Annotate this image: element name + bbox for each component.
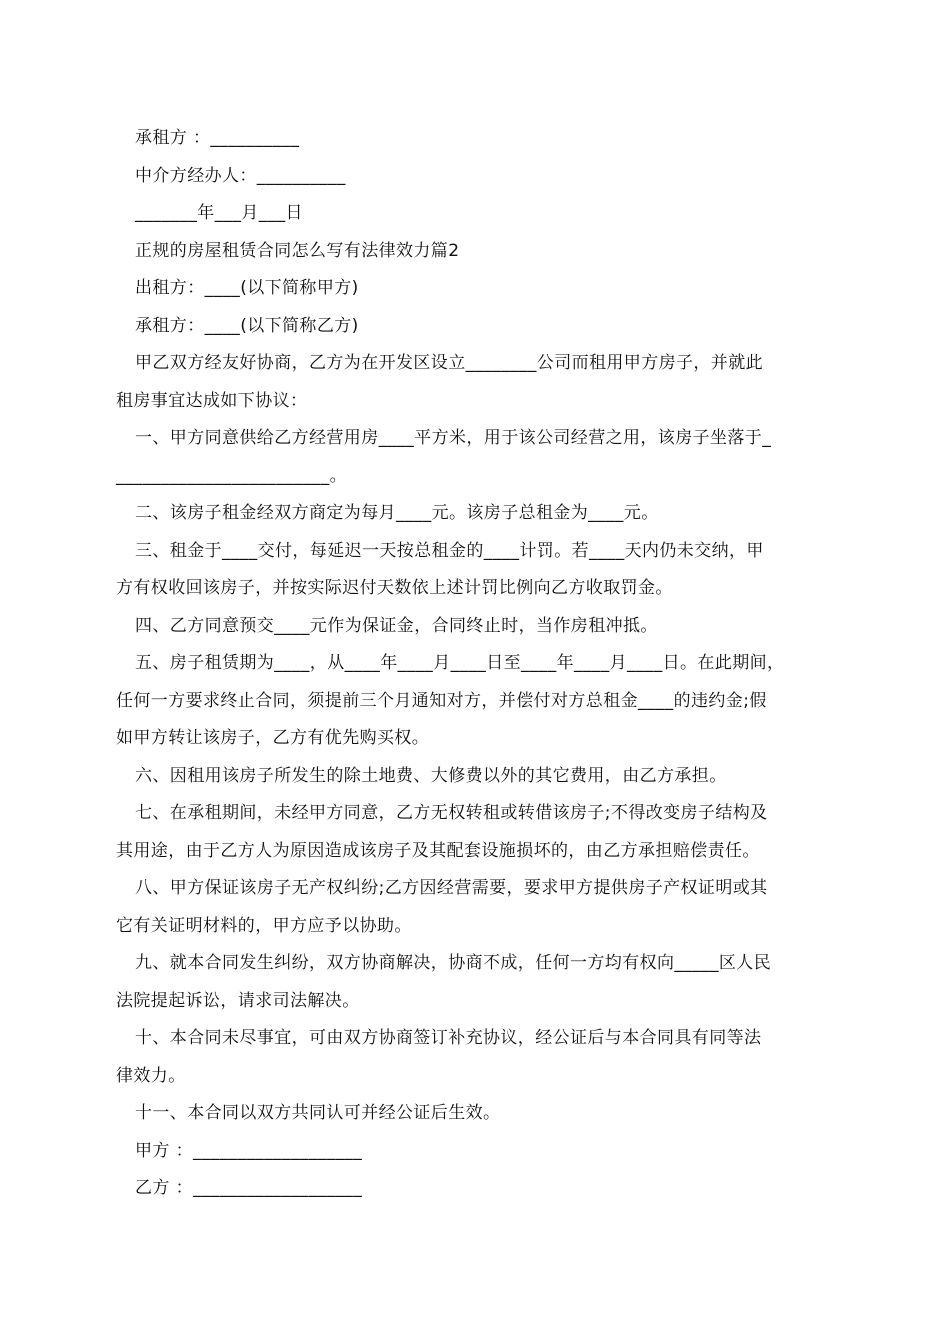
paragraph-line: 一、甲方同意供给乙方经营用房____平方米，用于该公司经营之用，该房子坐落于_ — [135, 428, 772, 448]
paragraph-line: 三、租金于____交付，每延迟一天按总租金的____计罚。若____天内仍未交纳，甲 — [135, 540, 764, 561]
date-line: _______年___月___日 — [135, 203, 303, 223]
paragraph-line: 八、甲方保证该房子无产权纠纷;乙方因经营需要，要求甲方提供房子产权证明或其 — [135, 878, 768, 898]
party-a-signature-line: 甲方 ：___________________ — [135, 1140, 363, 1161]
clause-5 — [116, 645, 836, 758]
paragraph-line: 法院提起诉讼，请求司法解决。 — [116, 990, 360, 1011]
paragraph-line: 如甲方转让该房子，乙方有优先购买权。 — [116, 728, 430, 748]
paragraph-line: 二、该房子租金经双方商定为每月____元。该房子总租金为____元。 — [135, 503, 659, 523]
paragraph-line: 七、在承租期间，未经甲方同意，乙方无权转租或转借该房子;不得改变房子结构及 — [135, 803, 768, 823]
clause-9 — [116, 945, 836, 1020]
clause-2 — [116, 495, 836, 533]
lessee-line: 承租方：____(以下简称乙方) — [135, 315, 359, 336]
clause-1 — [116, 420, 836, 495]
clause-6 — [116, 758, 836, 796]
tenant-signature-line: 承租方 ：__________ — [135, 128, 300, 148]
document-body — [116, 120, 836, 1208]
paragraph-line: 其用途，由于乙方人为原因造成该房子及其配套设施损坏的，由乙方承担赔偿责任。 — [116, 840, 760, 861]
paragraph-line: 五、房子租赁期为____，从____年____月____日至____年____月____日。在此期间， — [135, 653, 785, 673]
section-title: 正规的房屋租赁合同怎么写有法律效力篇2 — [135, 240, 460, 261]
paragraph-line: 四、乙方同意预交____元作为保证金，合同终止时，当作房租冲抵。 — [135, 615, 658, 636]
paragraph-line: 六、因租用该房子所发生的除土地费、大修费以外的其它费用，由乙方承担。 — [135, 765, 727, 786]
paragraph-line: 律效力。 — [116, 1065, 186, 1086]
paragraph-line: 它有关证明材料的，甲方应予以协助。 — [116, 915, 412, 936]
party-b-signature-line: 乙方 ：___________________ — [135, 1178, 363, 1198]
clause-11 — [116, 1095, 836, 1133]
paragraph-line: 甲乙双方经友好协商，乙方为在开发区设立________公司而租用甲方房子，并就此 — [135, 353, 763, 373]
clause-3 — [116, 533, 836, 608]
paragraph-line: 十、本合同未尽事宜，可由双方协商签订补充协议，经公证后与本合同具有同等法 — [135, 1028, 762, 1048]
clause-10 — [116, 1020, 836, 1095]
paragraph-line: 九、就本合同发生纠纷，双方协商解决，协商不成，任何一方均有权向_____区人民 — [135, 953, 772, 973]
paragraph-line: 租房事宜达成如下协议： — [116, 390, 308, 411]
paragraph-intro — [116, 345, 836, 420]
paragraph-line: 方有权收回该房子，并按实际迟付天数依上述计罚比例向乙方收取罚金。 — [116, 578, 673, 598]
agent-signature-line: 中介方经办人：__________ — [135, 165, 346, 186]
paragraph-line: 任何一方要求终止合同，须提前三个月通知对方，并偿付对方总租金____的违约金;假 — [116, 690, 767, 711]
lessor-line: 出租方：____(以下简称甲方) — [135, 278, 359, 298]
clause-7 — [116, 795, 836, 870]
clause-8 — [116, 870, 836, 945]
clause-4 — [116, 608, 836, 646]
paragraph-line: ________________________。 — [116, 465, 347, 486]
paragraph-line: 十一、本合同以双方共同认可并经公证后生效。 — [135, 1103, 501, 1123]
